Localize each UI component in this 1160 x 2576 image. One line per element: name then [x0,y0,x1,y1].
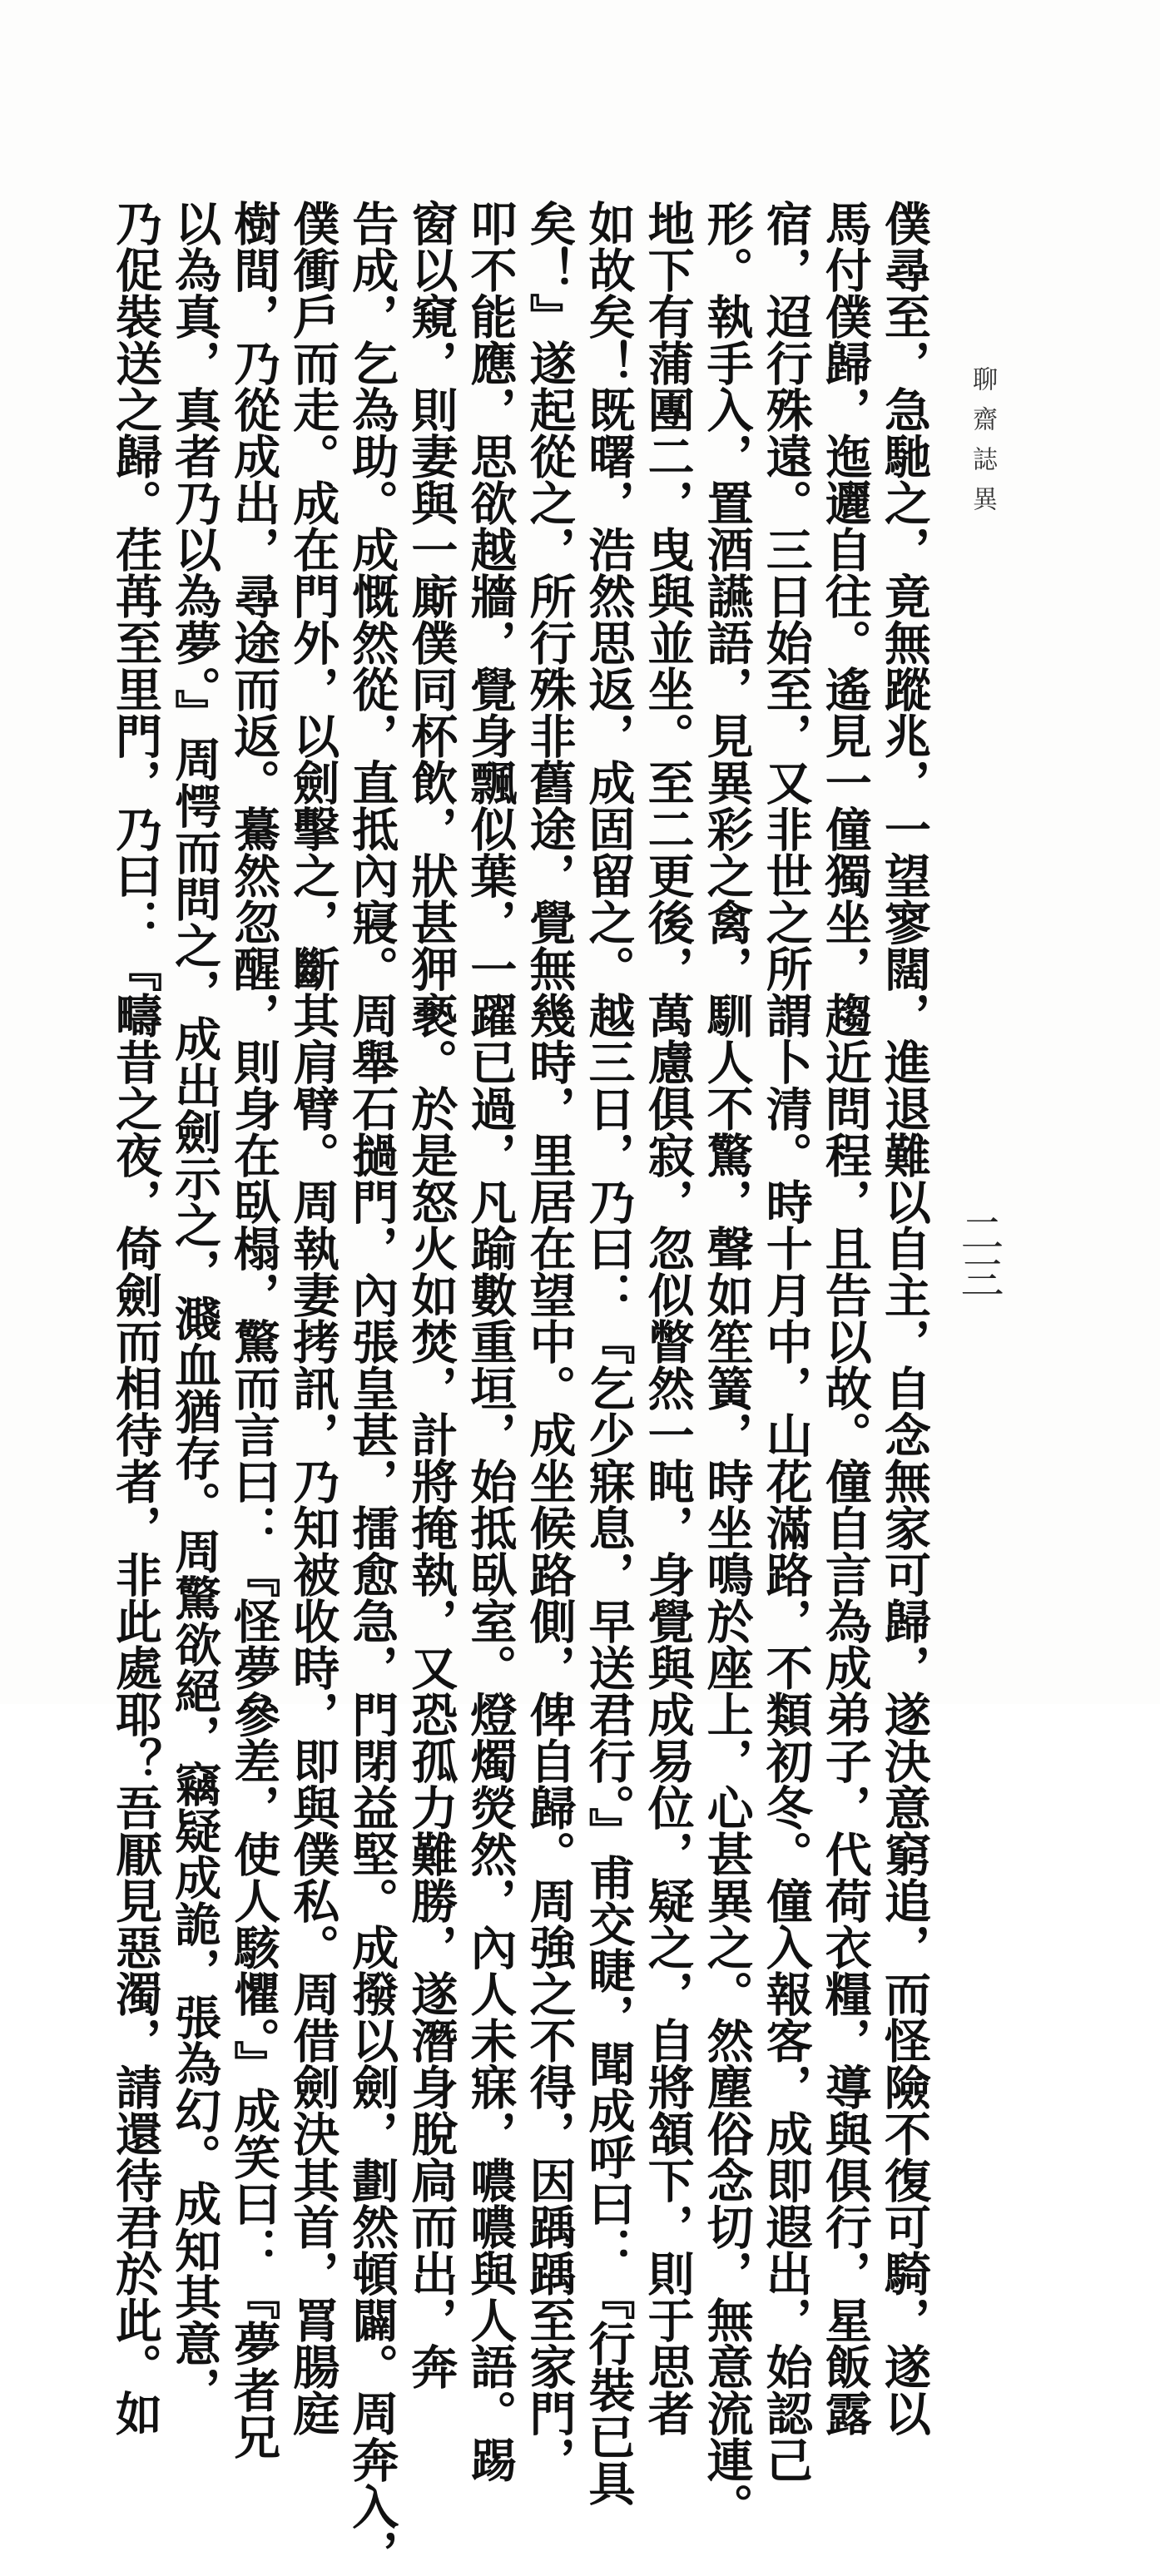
text-column: 矣！』遂起從之，所行殊非舊途，覺無幾時，里居在望中。成坐候路側，俾自歸。周強之不得，因踽踽至家門， [522,200,578,2483]
body-text [108,200,932,2576]
text-column: 形。執手入，置酒讌語，見異彩之禽，馴人不驚，聲如笙簧，時坐鳴於座上，心甚異之。然塵俗念切，無意流連。 [699,200,755,2529]
text-column: 僕尋至，急馳之，竟無蹤兆，一望寥闊，進退難以自主，自念無家可歸，遂決意窮追，而怪險不復可騎，遂以 [876,200,932,2436]
text-column: 乃促裝送之歸。荏苒至里門，乃曰：『疇昔之夜，倚劍而相待者，非此處耶？吾厭見惡濁，請還待君於此。如 [108,200,163,2436]
text-column: 告成，乞為助。成慨然從，直抵內寢。周舉石撾門，內張皇甚，擂愈急，門閉益堅。成撥以劍，劃然頓闢。周奔入， [345,200,400,2576]
text-column: 以為真，真者乃以為夢。』周愕而問之，成出劍示之，濺血猶存。周驚欲絕，竊疑成詭，張為幻。成知其意， [167,200,223,2413]
text-column: 叩不能應，思欲越牆，覺身飄似葉，一躍已過，凡踰數重垣，始抵臥室。燈燭熒然，內人未寐，噥噥與人語。踢 [463,200,518,2483]
text-column: 地下有蒲團二，曳與並坐。至二更後，萬慮俱寂，忽似瞥然一盹，身覺與成易位，疑之，自將頷下，則于思者 [640,200,696,2436]
text-column: 如故矣！既曙，浩然思返，成固留之。越三日，乃曰：『乞少寐息，早送君行。』甫交睫，聞成呼曰：『行裝已具 [581,200,637,2506]
running-header: 聊齋誌異 [968,366,997,526]
text-column: 馬付僕歸，迤邐自往。遙見一僮獨坐，趨近問程，且告以故。僮自言為成弟子，代荷衣糧，導與俱行，星飯露 [817,200,873,2436]
text-column: 僕衝戶而走。成在門外，以劍擊之，斷其肩臂。周執妻拷訊，乃知被收時，即與僕私。周借劍決其首，罥腸庭 [285,200,341,2436]
text-column: 樹間，乃從成出，尋途而返。驀然忽醒，則身在臥榻，驚而言曰：『怪夢參差，使人駭懼。』成笑曰：『夢者兄 [226,200,282,2460]
text-column: 宿，迢行殊遠。三日始至，又非世之所謂卜清。時十月中，山花滿路，不類初冬。僮入報客，成即遐出，始認己 [758,200,814,2483]
page-number: 二三 [953,1211,1003,1300]
text-column: 窗以窺，則妻與一廝僕同杯飲，狀甚狎褻。於是怒火如焚，計將掩執，又恐孤力難勝，遂潛身脫扃而出，奔 [404,200,459,2390]
